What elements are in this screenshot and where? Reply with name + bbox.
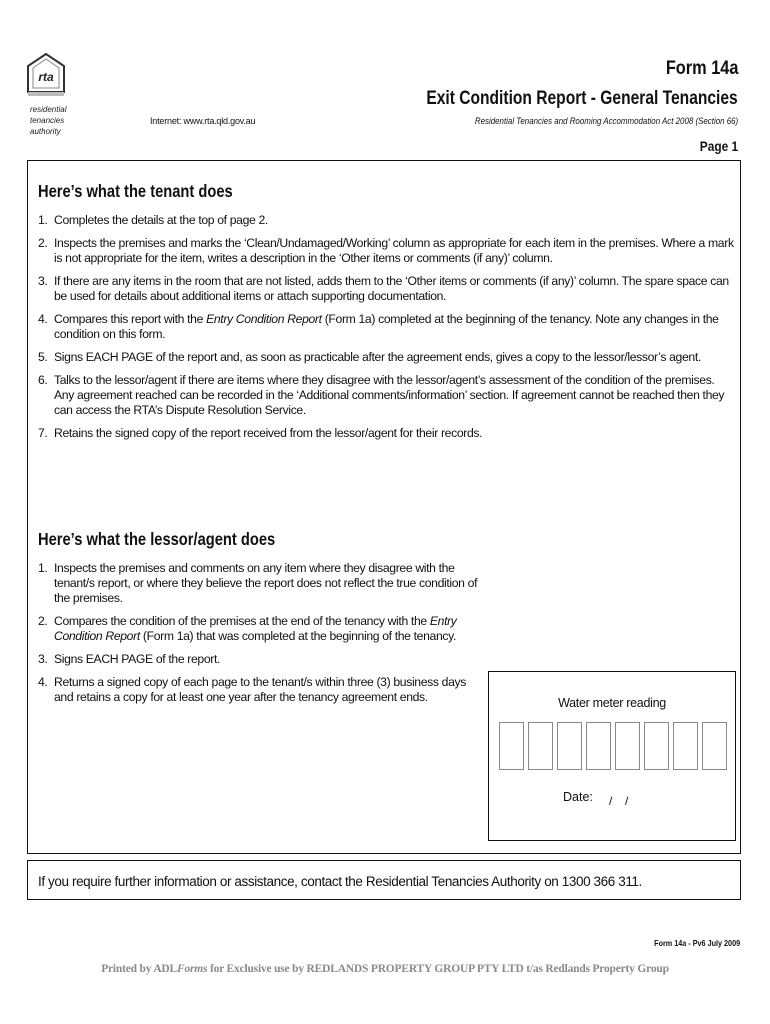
form-version: Form 14a - Pv6 July 2009 bbox=[654, 938, 740, 948]
meter-digit-8[interactable] bbox=[702, 722, 727, 770]
printed-by-notice: Printed by ADLForms for Exclusive use by REDLANDS PROPERTY GROUP PTY LTD t/as Redlands Property Group bbox=[101, 963, 669, 975]
lessor-step-2: 2. Compares the condition of the premises at the end of the tenancy with the Entry Condition Report (Form 1a) that was completed at the beginning of the tenancy. bbox=[38, 614, 457, 643]
tenant-step-4: 4. Compares this report with the Entry Condition Report (Form 1a) completed at the beginning of the tenancy. Note any changes in the condition on this form. bbox=[38, 312, 719, 341]
tenant-steps bbox=[38, 213, 734, 449]
meter-digit-fields bbox=[499, 722, 727, 770]
lessor-step-1: 1. Inspects the premises and comments on any item where they disagree with the tenant/s report, or where they believe the report does not reflect the true condition of the premises. bbox=[38, 561, 478, 605]
date-slash-1: / bbox=[609, 794, 613, 808]
tenant-step-7: 7. Retains the signed copy of the report received from the lessor/agent for their records. bbox=[38, 426, 483, 440]
meter-digit-1[interactable] bbox=[499, 722, 524, 770]
entry-report-reference: Entry Condition Report bbox=[206, 312, 322, 326]
logo-line-2: tenancies bbox=[30, 116, 65, 125]
meter-digit-6[interactable] bbox=[644, 722, 669, 770]
rta-logo bbox=[26, 52, 66, 98]
page-number: Page 1 bbox=[699, 138, 738, 154]
tenant-step-1: 1. Completes the details at the top of page 2. bbox=[38, 213, 268, 227]
meter-digit-7[interactable] bbox=[673, 722, 698, 770]
date-slash-2: / bbox=[625, 794, 629, 808]
contact-info-text: If you require further information or assistance, contact the Residential Tenancies Authority on 1300 366 311. bbox=[38, 874, 642, 889]
water-meter-title: Water meter reading bbox=[558, 696, 666, 710]
logo-line-1: residential bbox=[30, 105, 67, 114]
form-number: Form 14a bbox=[665, 58, 738, 79]
rta-house-logo-icon bbox=[26, 52, 66, 98]
tenant-heading: Here’s what the tenant does bbox=[38, 181, 233, 201]
tenant-step-6: 6. Talks to the lessor/agent if there are items where they disagree with the lessor/agent’s assessment of the condition of the premises. Any agreement reached can be recorded in the ‘Additional comments/information’ section. If agreement cannot be reached then they can access the RTA’s Dispute Resolution Service. bbox=[38, 373, 725, 417]
logo-line-3: authority bbox=[30, 127, 61, 136]
form-title: Exit Condition Report - General Tenancies bbox=[426, 88, 738, 109]
internet-address: Internet: www.rta.qld.gov.au bbox=[150, 116, 256, 126]
lessor-step-3: 3. Signs EACH PAGE of the report. bbox=[38, 652, 221, 666]
tenant-step-5: 5. Signs EACH PAGE of the report and, as soon as practicable after the agreement ends, gives a copy to the lessor/lessor’s agent. bbox=[38, 350, 701, 364]
lessor-steps bbox=[38, 561, 478, 713]
meter-digit-3[interactable] bbox=[557, 722, 582, 770]
meter-digit-2[interactable] bbox=[528, 722, 553, 770]
date-label: Date: bbox=[563, 790, 593, 804]
contact-info-box bbox=[27, 860, 741, 900]
tenant-step-2: 2. Inspects the premises and marks the ‘Clean/Undamaged/Working’ column as appropriate for each item in the premises. Where a mark is not appropriate for the item, writes a description in the ‘Other items or comments (if any)’ column. bbox=[38, 236, 734, 265]
legislation-reference: Residential Tenancies and Rooming Accommodation Act 2008 (Section 66) bbox=[474, 116, 738, 126]
logo-caption bbox=[30, 104, 66, 137]
lessor-step-4: 4. Returns a signed copy of each page to the tenant/s within three (3) business days and retains a copy for at least one year after the tenancy agreement ends. bbox=[38, 675, 467, 704]
meter-digit-5[interactable] bbox=[615, 722, 640, 770]
logo-wordmark: rta bbox=[38, 70, 54, 84]
tenant-step-3: 3. If there are any items in the room that are not listed, adds them to the ‘Other items or comments (if any)’ column. The spare space can be used for details about additional items or attach supporting documentation. bbox=[38, 274, 729, 303]
meter-digit-4[interactable] bbox=[586, 722, 611, 770]
lessor-heading: Here’s what the lessor/agent does bbox=[38, 529, 276, 549]
entry-report-reference: Entry Condition Report bbox=[54, 614, 457, 643]
water-meter-box bbox=[488, 671, 736, 841]
instructions-box bbox=[27, 160, 741, 854]
